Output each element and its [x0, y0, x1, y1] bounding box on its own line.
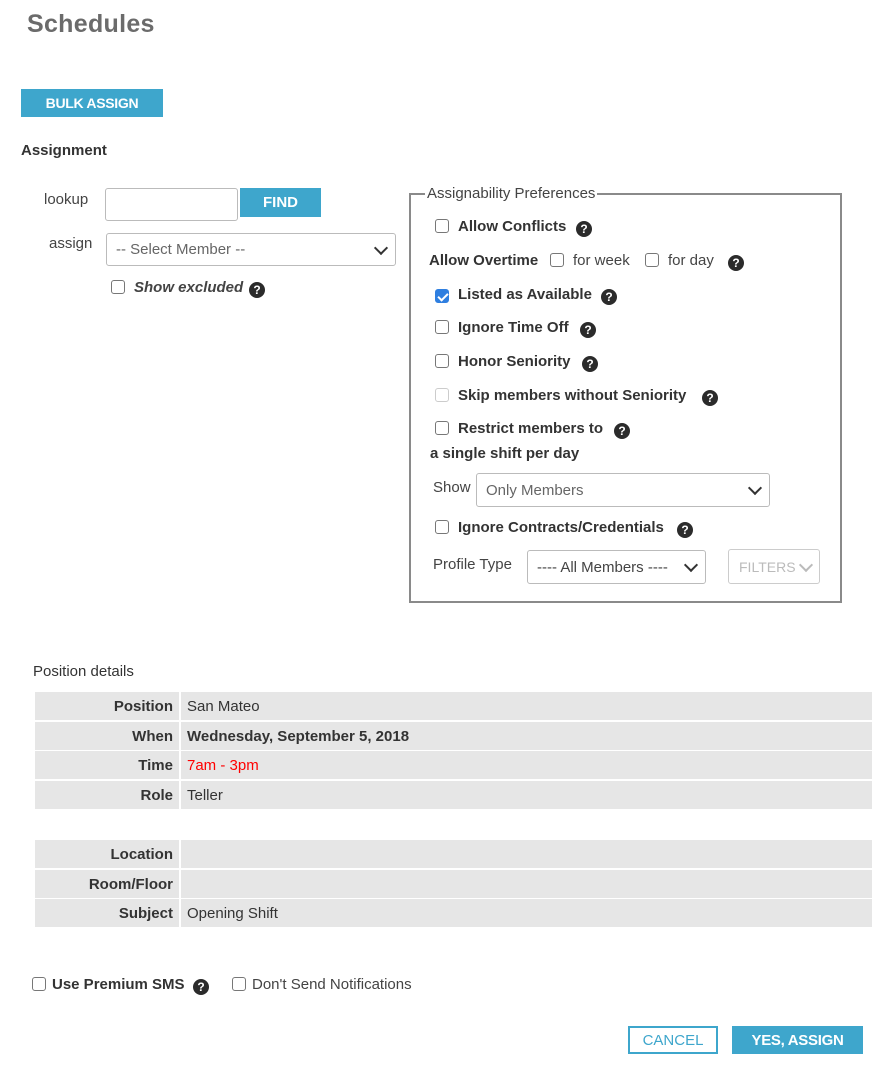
- help-icon[interactable]: ?: [702, 390, 718, 406]
- restrict-single-shift-label: Restrict members to: [458, 420, 604, 437]
- chevron-down-icon: [374, 240, 388, 254]
- detail-value: San Mateo: [187, 697, 260, 715]
- allow-overtime-label: Allow Overtime: [429, 252, 539, 269]
- detail-key: Position: [113, 697, 173, 715]
- show-select[interactable]: [476, 473, 770, 507]
- ignore-time-off-checkbox[interactable]: [435, 320, 449, 334]
- member-select[interactable]: [106, 233, 396, 266]
- assign-label: assign: [49, 235, 93, 252]
- overtime-for-week-checkbox[interactable]: [550, 253, 564, 267]
- detail-key: When: [132, 727, 173, 745]
- restrict-single-shift-label-line2: a single shift per day: [430, 445, 580, 462]
- premium-sms-label: Use Premium SMS: [52, 976, 185, 993]
- skip-without-seniority-label: Skip members without Seniority: [458, 387, 687, 404]
- restrict-single-shift-checkbox[interactable]: [435, 421, 449, 435]
- detail-row-subject: [35, 899, 872, 927]
- detail-key: Location: [110, 845, 173, 863]
- help-icon[interactable]: ?: [614, 423, 630, 439]
- cancel-button[interactable]: CANCEL: [628, 1026, 718, 1054]
- ignore-contracts-checkbox[interactable]: [435, 520, 449, 534]
- honor-seniority-checkbox[interactable]: [435, 354, 449, 368]
- detail-key: Time: [138, 756, 173, 774]
- overtime-for-week-label: for week: [573, 252, 630, 269]
- skip-without-seniority-checkbox[interactable]: [435, 388, 449, 402]
- premium-sms-checkbox[interactable]: [32, 977, 46, 991]
- show-excluded-checkbox[interactable]: [111, 280, 125, 294]
- help-icon[interactable]: ?: [580, 322, 596, 338]
- detail-value: Opening Shift: [187, 904, 278, 922]
- ignore-contracts-label: Ignore Contracts/Credentials: [458, 519, 664, 536]
- listed-as-available-checkbox[interactable]: [435, 289, 449, 303]
- find-button[interactable]: FIND: [240, 188, 321, 217]
- dont-send-notifications-label: Don't Send Notifications: [252, 976, 412, 993]
- listed-as-available-label: Listed as Available: [458, 286, 592, 303]
- help-icon[interactable]: ?: [601, 289, 617, 305]
- show-label: Show: [433, 479, 471, 496]
- detail-row-role: [35, 781, 872, 809]
- lookup-input[interactable]: [105, 188, 238, 221]
- help-icon[interactable]: ?: [193, 979, 209, 995]
- detail-value: 7am - 3pm: [187, 756, 259, 774]
- honor-seniority-label: Honor Seniority: [458, 353, 571, 370]
- help-icon[interactable]: ?: [728, 255, 744, 271]
- overtime-for-day-label: for day: [668, 252, 714, 269]
- help-icon[interactable]: ?: [677, 522, 693, 538]
- detail-key: Room/Floor: [88, 875, 173, 893]
- chevron-down-icon: [684, 558, 698, 572]
- profile-type-select[interactable]: [527, 550, 706, 584]
- profile-type-value: ---- All Members ----: [537, 558, 668, 576]
- profile-type-label: Profile Type: [433, 556, 512, 573]
- dont-send-notifications-checkbox[interactable]: [232, 977, 246, 991]
- overtime-for-day-checkbox[interactable]: [645, 253, 659, 267]
- position-details-heading: Position details: [33, 663, 134, 680]
- help-icon[interactable]: ?: [582, 356, 598, 372]
- show-excluded-label: Show excluded: [134, 279, 244, 296]
- chevron-down-icon: [748, 481, 762, 495]
- page-title: Schedules: [27, 10, 155, 38]
- member-select-value: -- Select Member --: [116, 241, 246, 258]
- chevron-down-icon: [799, 557, 813, 571]
- assignment-heading: Assignment: [21, 142, 107, 159]
- help-icon[interactable]: ?: [249, 282, 265, 298]
- yes-assign-button[interactable]: YES, ASSIGN: [732, 1026, 863, 1054]
- allow-conflicts-checkbox[interactable]: [435, 219, 449, 233]
- detail-key: Subject: [118, 904, 173, 922]
- allow-conflicts-label: Allow Conflicts: [458, 218, 567, 235]
- show-select-value: Only Members: [486, 481, 584, 499]
- help-icon[interactable]: ?: [576, 221, 592, 237]
- detail-row-room-floor: [35, 870, 872, 898]
- detail-value: Wednesday, September 5, 2018: [187, 727, 410, 745]
- filters-label: FILTERS: [739, 558, 796, 575]
- assignability-preferences-legend: Assignability Preferences: [427, 185, 596, 202]
- detail-row-time: [35, 751, 872, 779]
- detail-key: Role: [140, 786, 173, 804]
- detail-row-location: [35, 840, 872, 868]
- filters-button[interactable]: [728, 549, 820, 584]
- detail-row-when: [35, 722, 872, 750]
- detail-row-position: [35, 692, 872, 720]
- bulk-assign-button[interactable]: BULK ASSIGN: [21, 89, 163, 117]
- ignore-time-off-label: Ignore Time Off: [458, 319, 569, 336]
- lookup-label: lookup: [44, 191, 89, 208]
- detail-value: Teller: [187, 786, 223, 804]
